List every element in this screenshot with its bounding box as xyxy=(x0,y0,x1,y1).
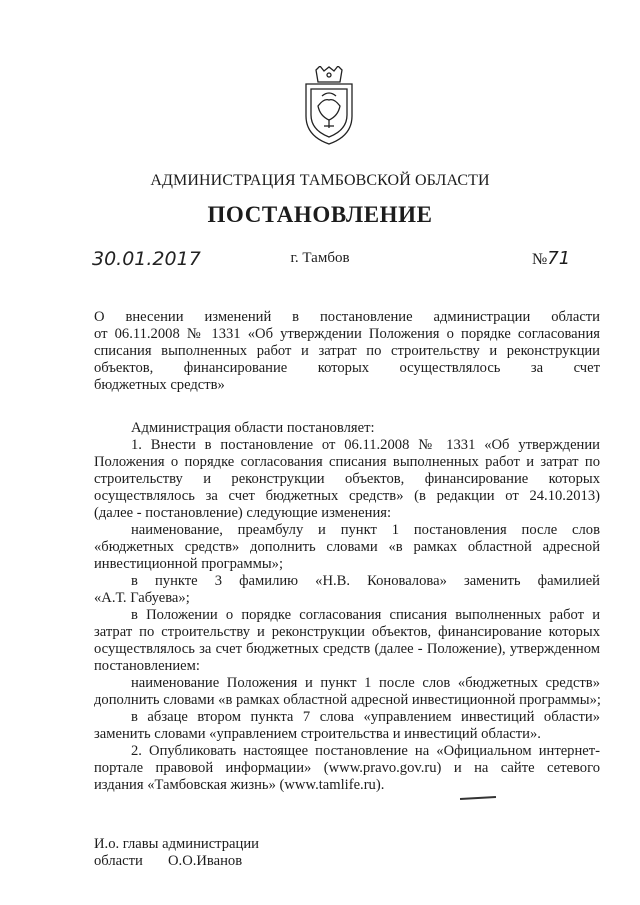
body-line: Администрация области постановляет: xyxy=(131,420,375,436)
signatory-name: О.О.Иванов xyxy=(168,853,243,869)
body-line: заменить словами «управлением строительства и инвестиций области». xyxy=(94,726,541,742)
body-line: постановлением: xyxy=(94,658,200,674)
body-line: «бюджетных средств» дополнить словами «в рамках областной адресной xyxy=(94,539,600,555)
body-line: портале правовой информации» (www.pravo.gov.ru) и на сайте сетевого xyxy=(94,760,600,776)
handwritten-date: 30.01.2017 xyxy=(92,248,201,270)
body-line: «А.Т. Габуева»; xyxy=(94,590,190,606)
body-line: строительству и реконструкции объектов, финансирование которых xyxy=(94,471,600,487)
body-line: издания «Тамбовская жизнь» (www.tamlife.ru). xyxy=(94,777,385,793)
title-line: объектов, финансирование которых осуществлялось за счет xyxy=(94,360,600,376)
body-line: инвестиционной программы»; xyxy=(94,556,284,572)
organization-title: АДМИНИСТРАЦИЯ ТАМБОВСКОЙ ОБЛАСТИ xyxy=(150,172,490,189)
title-line: от 06.11.2008 № 1331 «Об утверждении Положения о порядке согласования xyxy=(94,326,600,342)
body-line: в Положении о порядке согласования списания выполненных работ и xyxy=(131,607,600,623)
signatory-position-cont: области xyxy=(94,853,143,869)
pen-mark xyxy=(460,796,496,800)
body-line: 1. Внести в постановление от 06.11.2008 № 1331 «Об утверждении xyxy=(131,437,600,453)
city-label: г. Тамбов xyxy=(290,250,350,266)
coat-of-arms-emblem xyxy=(300,66,358,146)
title-line: списания выполненных работ и затрат по строительству и реконструкции xyxy=(94,343,600,359)
signatory-position: И.о. главы администрации xyxy=(94,836,259,852)
body-line: осуществлялось за счет бюджетных средств (далее - Положение), утвержденном xyxy=(94,641,600,657)
body-line: (далее - постановление) следующие изменения: xyxy=(94,505,392,521)
handwritten-number: 71 xyxy=(547,248,571,269)
title-line: бюджетных средств» xyxy=(94,377,225,393)
body-line: затрат по строительству и реконструкции объектов, финансирование которых xyxy=(94,624,600,640)
body-line: 2. Опубликовать настоящее постановление на «Официальном интернет- xyxy=(131,743,600,759)
document-type-heading: ПОСТАНОВЛЕНИЕ xyxy=(207,202,433,227)
body-line: Положения о порядке согласования списания выполненных работ и затрат по xyxy=(94,454,600,470)
body-line: дополнить словами «в рамках областной адресной инвестиционной программы»; xyxy=(94,692,601,708)
document-number xyxy=(532,248,570,269)
title-line: О внесении изменений в постановление администрации области xyxy=(94,309,600,325)
body-line: осуществлялось за счет бюджетных средств» (в редакции от 24.10.2013) xyxy=(94,488,600,504)
number-sign: № xyxy=(532,251,548,268)
body-line: наименование Положения и пункт 1 после слов «бюджетных средств» xyxy=(131,675,600,691)
body-line: в пункте 3 фамилию «Н.В. Коновалова» заменить фамилией xyxy=(131,573,600,589)
body-line: в абзаце втором пункта 7 слова «управлением инвестиций области» xyxy=(131,709,600,725)
body-line: наименование, преамбулу и пункт 1 постановления после слов xyxy=(131,522,600,538)
